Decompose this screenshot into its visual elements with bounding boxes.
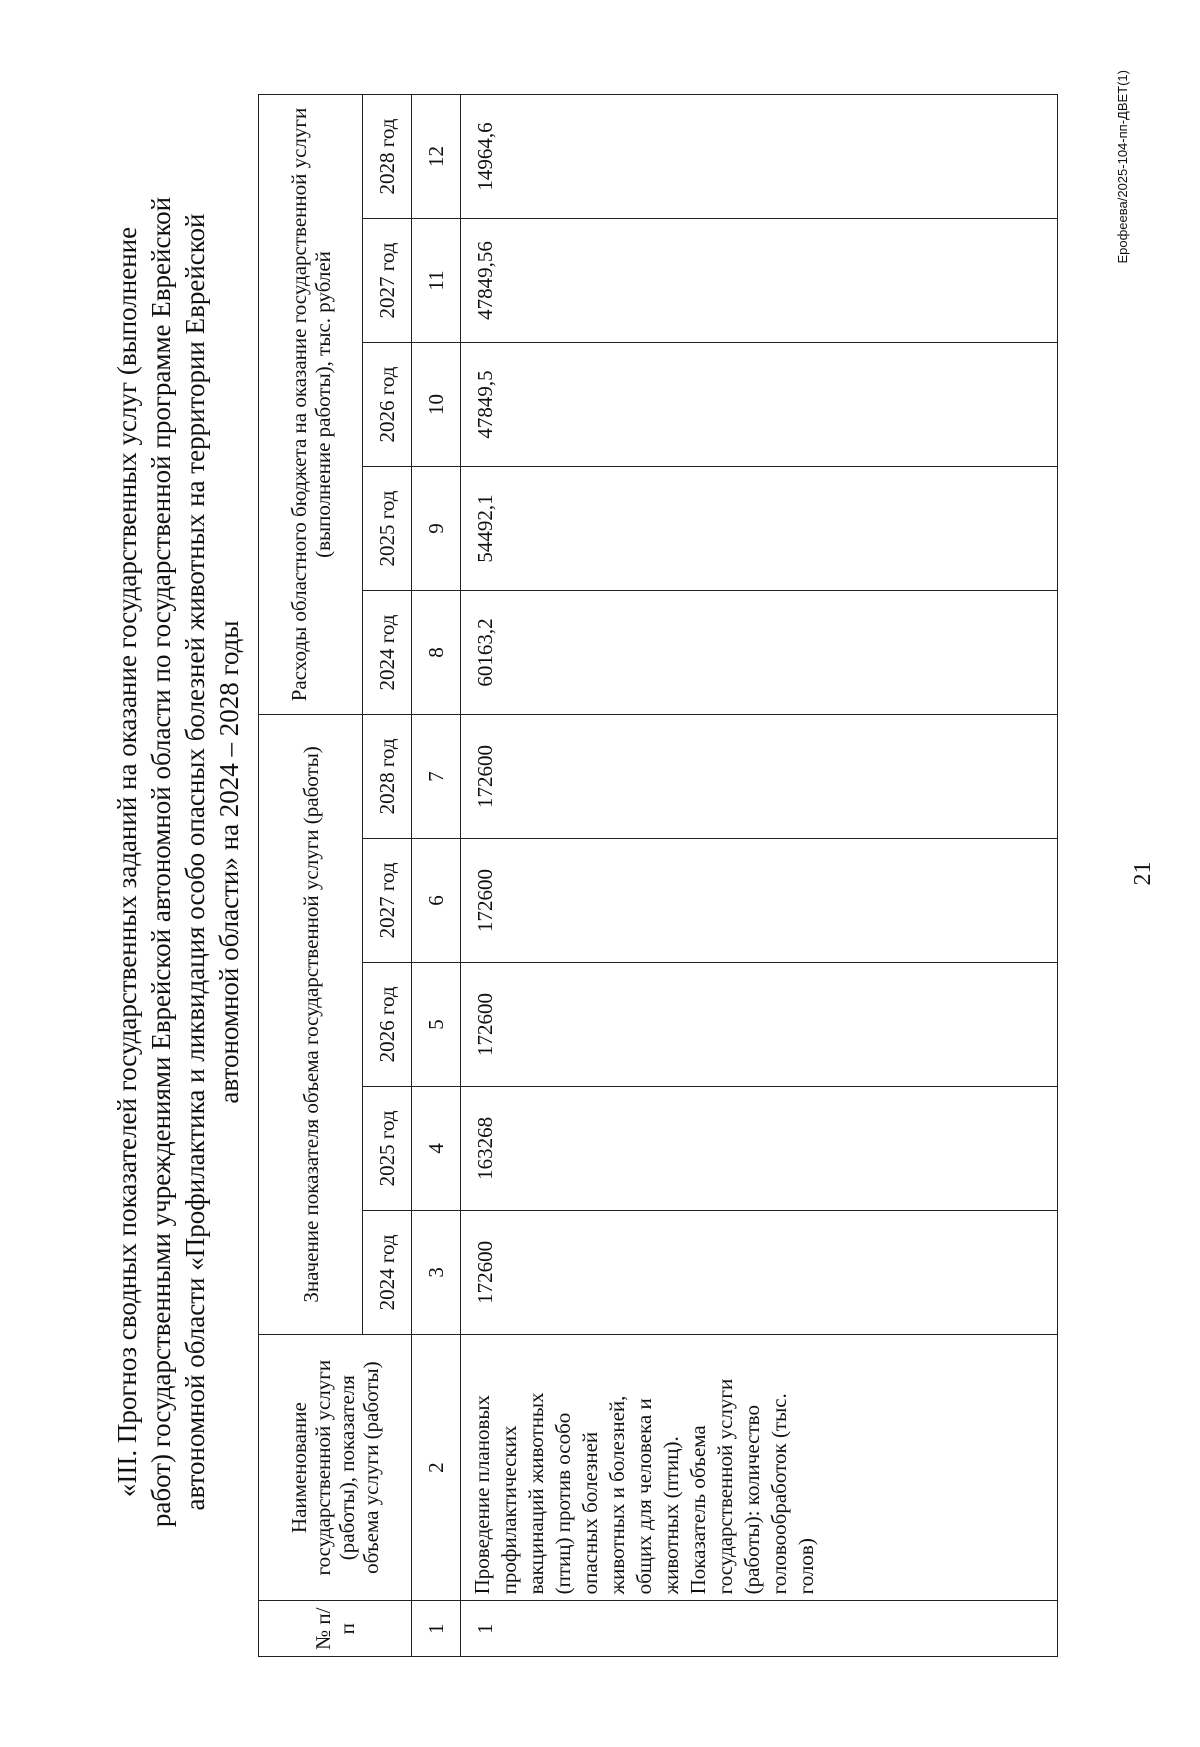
volume-value: 163268 (461, 1086, 1058, 1210)
header-year: 2025 год (363, 467, 412, 591)
forecast-table (258, 94, 1058, 1657)
title-line: работ) государственными учреждениями Еврейской автономной области по государственной программе Еврейской (146, 196, 176, 1528)
column-number: 1 (412, 1601, 461, 1657)
footer-reference: Ерофеева/2025-104-пп-ДВЕТ(1) (1115, 70, 1130, 264)
title-line: «III. Прогноз сводных показателей государственных заданий на оказание государственных услуг (выполнение (112, 226, 142, 1498)
header-volume-group: Значение показателя объема государственной услуги (работы) (259, 714, 363, 1334)
document-title (110, 177, 246, 1547)
column-number: 12 (412, 95, 461, 219)
expense-value: 54492,1 (461, 467, 1058, 591)
row-service-name: Проведение плановых профилактических вакцинаций животных (птиц) против особо опасных болезней животных и болезней, общих для человека и животных (птиц). Показатель объема государственной услуги (работы): количество головообработок (тыс. голов) (461, 1334, 1058, 1601)
column-number: 10 (412, 343, 461, 467)
header-year: 2026 год (363, 962, 412, 1086)
volume-value: 172600 (461, 962, 1058, 1086)
column-number: 2 (412, 1334, 461, 1601)
column-number: 3 (412, 1210, 461, 1334)
column-number: 8 (412, 590, 461, 714)
table-row (461, 95, 1058, 1657)
header-year: 2025 год (363, 1086, 412, 1210)
header-year: 2028 год (363, 714, 412, 838)
volume-value: 172600 (461, 838, 1058, 962)
column-number: 6 (412, 838, 461, 962)
header-year: 2027 год (363, 219, 412, 343)
header-num: № п/п (259, 1601, 412, 1657)
volume-value: 172600 (461, 714, 1058, 838)
expense-value: 47849,5 (461, 343, 1058, 467)
column-number: 4 (412, 1086, 461, 1210)
volume-value: 172600 (461, 1210, 1058, 1334)
header-year: 2028 год (363, 95, 412, 219)
expense-value: 60163,2 (461, 590, 1058, 714)
header-expense-group: Расходы областного бюджета на оказание государственной услуги (выполнение работы), тыс. рублей (259, 95, 363, 715)
page-number: 21 (1130, 861, 1156, 886)
header-name: Наименование государственной услуги (работы), показателя объема услуги (работы) (259, 1334, 412, 1601)
title-line: автономной области» на 2024 – 2028 годы (214, 620, 244, 1104)
header-year: 2024 год (363, 1210, 412, 1334)
column-number: 5 (412, 962, 461, 1086)
column-number: 9 (412, 467, 461, 591)
row-num: 1 (461, 1601, 1058, 1657)
column-number: 7 (412, 714, 461, 838)
header-year: 2026 год (363, 343, 412, 467)
column-number: 11 (412, 219, 461, 343)
expense-value: 47849,56 (461, 219, 1058, 343)
header-year: 2024 год (363, 590, 412, 714)
title-line: автономной области «Профилактика и ликвидация особо опасных болезней животных на территории Еврейской (180, 213, 210, 1511)
header-year: 2027 год (363, 838, 412, 962)
expense-value: 14964,6 (461, 95, 1058, 219)
